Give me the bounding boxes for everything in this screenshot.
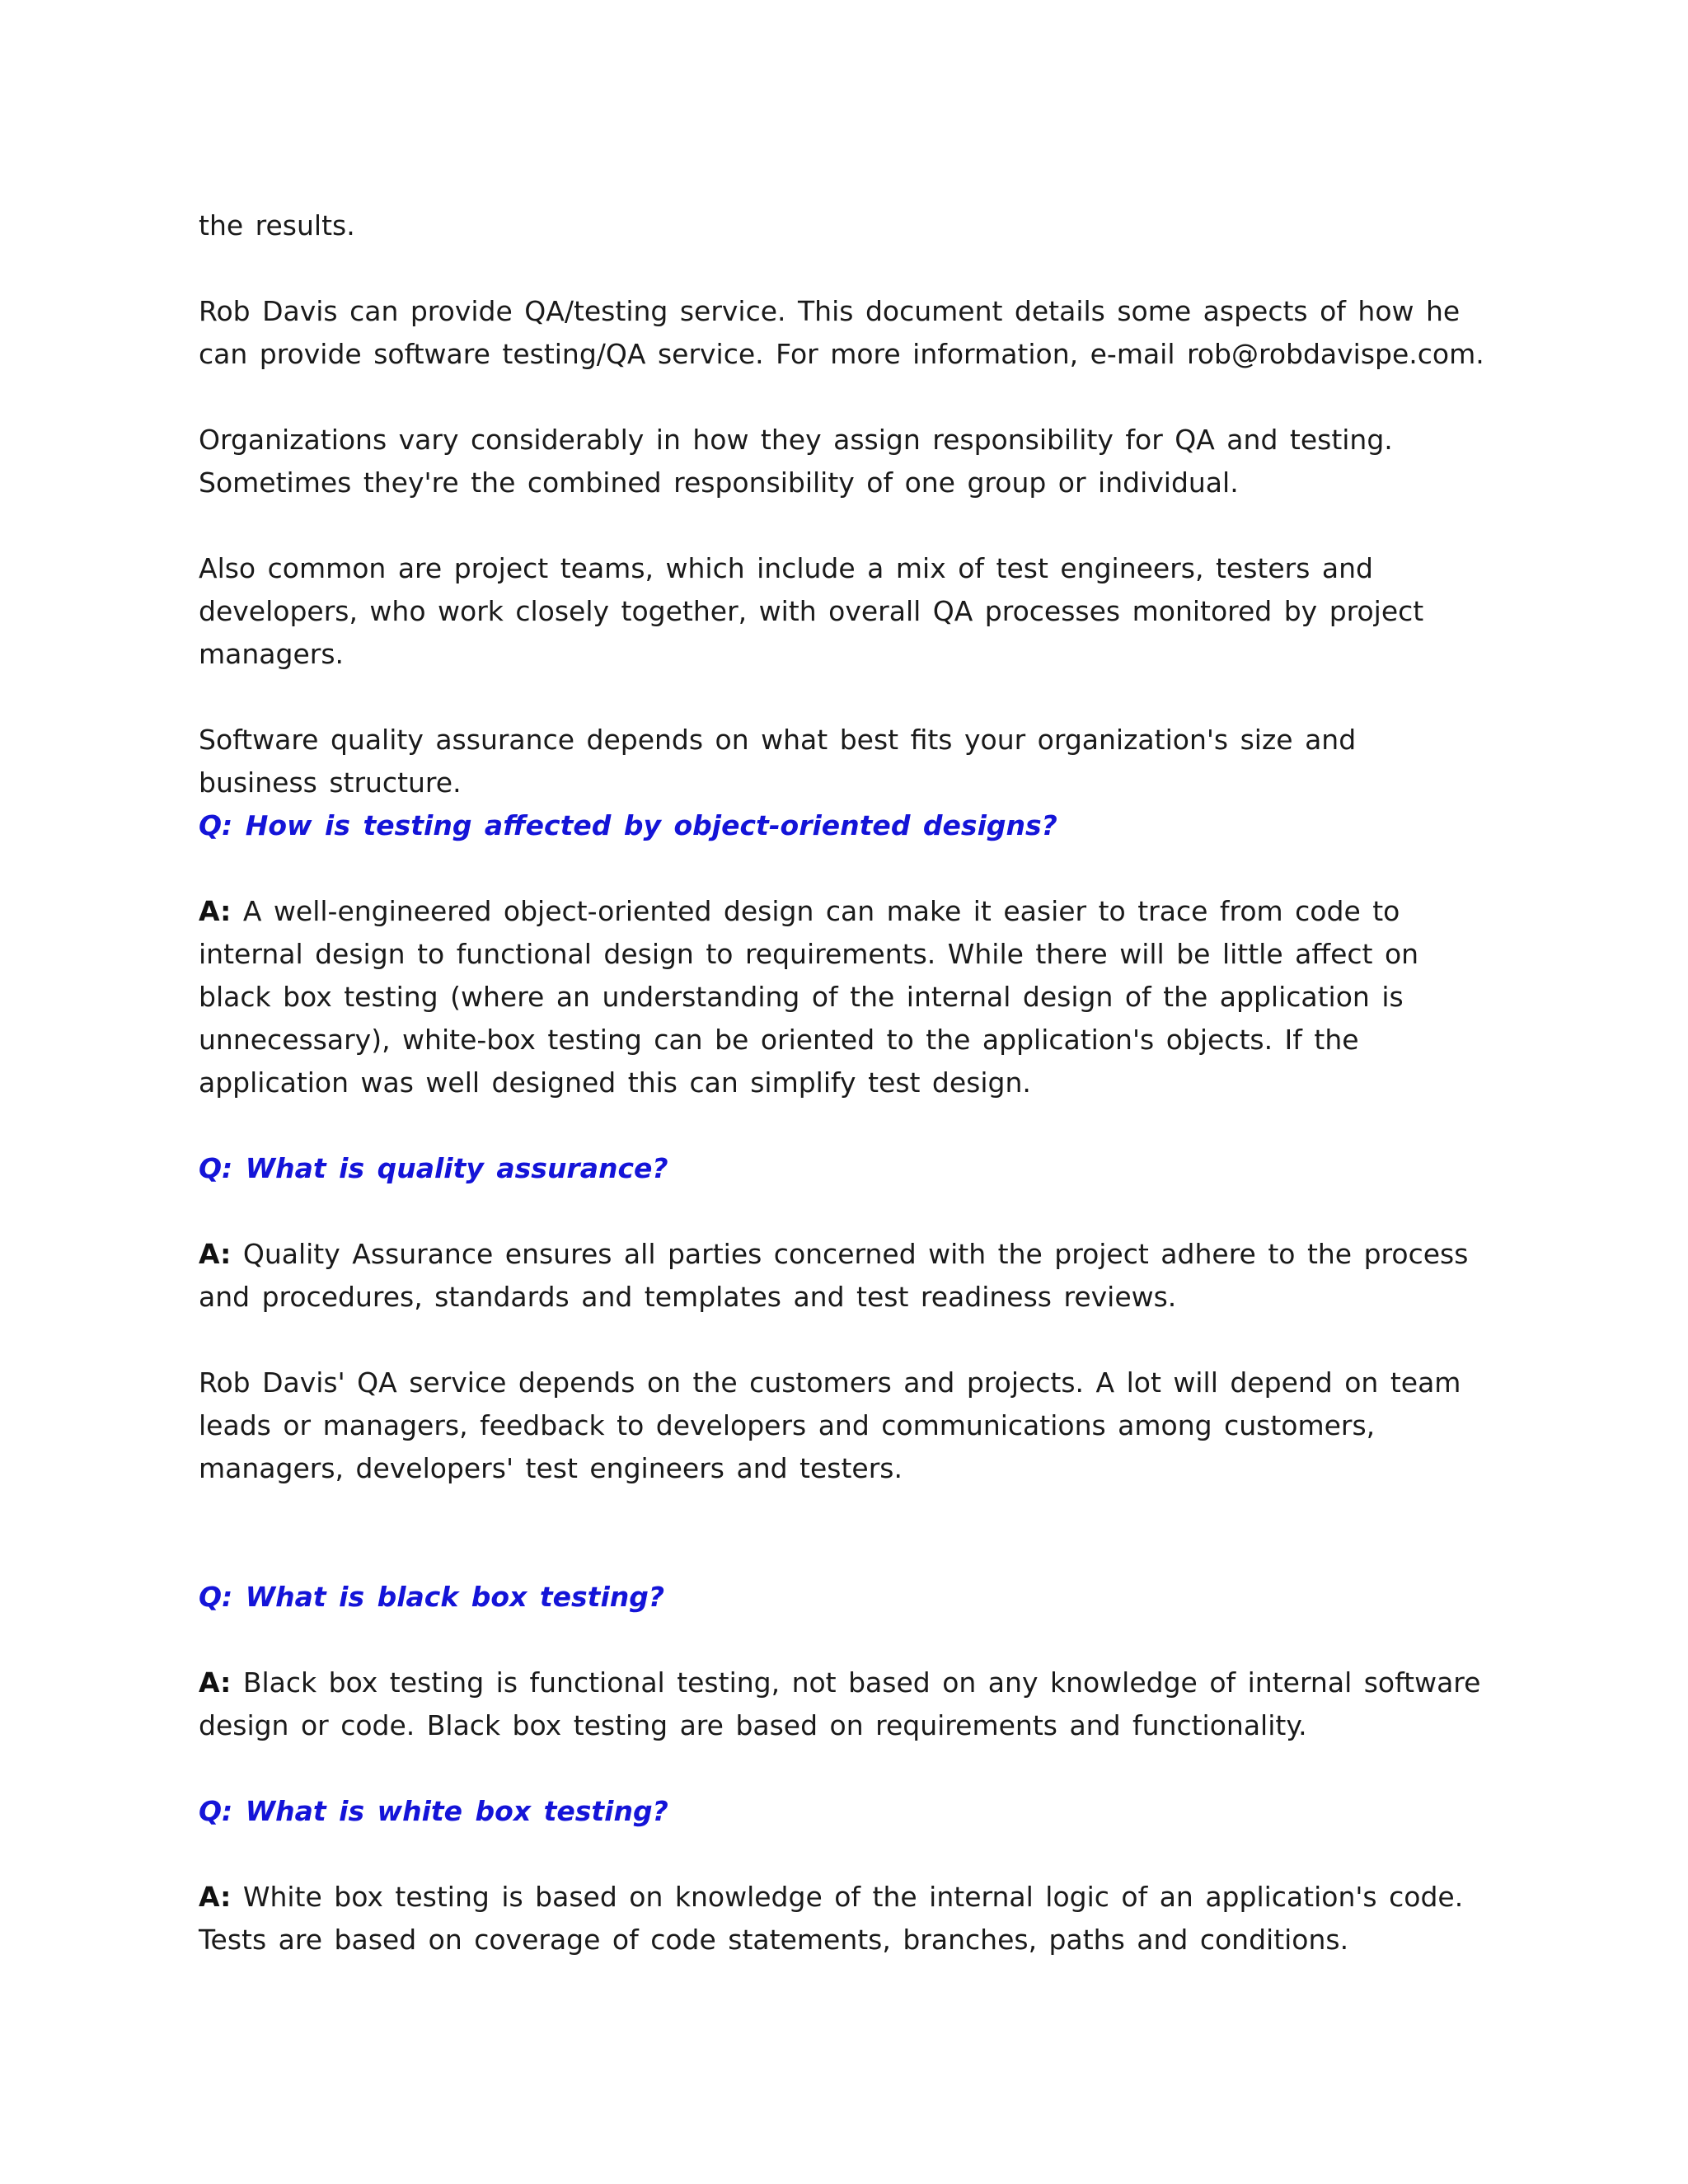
answer-label: A: (199, 1666, 232, 1699)
paragraph-rob-davis-qa: Rob Davis' QA service depends on the customers and projects. A lot will depend on team leads or managers, feedback to developers and communications among customers, managers, developers' test engineers and testers. (199, 1366, 1461, 1484)
question-quality-assurance: Q: What is quality assurance? (199, 1152, 668, 1184)
answer-text: A well-engineered object-oriented design can make it easier to trace from code to internal design to functional design to requirements. While there will be little affect on black box testing (where an understanding of the internal design of the application is unnecessary), white-box testing can be oriented to the application's objects. If the application was well designed this can simplify test design. (199, 895, 1419, 1099)
answer-quality-assurance (199, 1233, 1484, 1319)
answer-text: Black box testing is functional testing, not based on any knowledge of internal software design or code. Black box testing are based on requirements and functionality. (199, 1666, 1481, 1741)
answer-oo-designs (199, 890, 1484, 1104)
question-white-box: Q: What is white box testing? (199, 1795, 668, 1827)
answer-black-box (199, 1661, 1484, 1747)
answer-label: A: (199, 1238, 232, 1270)
paragraph-sqa-depends: Software quality assurance depends on what best fits your organization's size and business structure. (199, 724, 1357, 799)
answer-text: Quality Assurance ensures all parties concerned with the project adhere to the process and procedures, standards and templates and test readiness reviews. (199, 1238, 1469, 1313)
answer-text: White box testing is based on knowledge of the internal logic of an application's code. Tests are based on coverage of code statements, branches, paths and conditions. (199, 1881, 1464, 1956)
paragraph-organizations: Organizations vary considerably in how they assign responsibility for QA and testing. Sometimes they're the combined responsibility of one group or individual. (199, 424, 1393, 499)
question-oo-designs: Q: How is testing affected by object-oriented designs? (199, 809, 1057, 841)
answer-label: A: (199, 895, 232, 927)
document-body (199, 204, 1484, 2004)
paragraph-project-teams: Also common are project teams, which include a mix of test engineers, testers and developers, who work closely together, with overall QA processes monitored by project managers. (199, 552, 1424, 670)
paragraph-results: the results. (199, 209, 355, 241)
paragraph-rob-davis-service: Rob Davis can provide QA/testing service. This document details some aspects of how he can provide software testing/QA service. For more information, e-mail rob@robdavispe.com. (199, 295, 1484, 370)
question-black-box: Q: What is black box testing? (199, 1581, 665, 1613)
answer-label: A: (199, 1881, 232, 1913)
answer-white-box (199, 1876, 1484, 1961)
